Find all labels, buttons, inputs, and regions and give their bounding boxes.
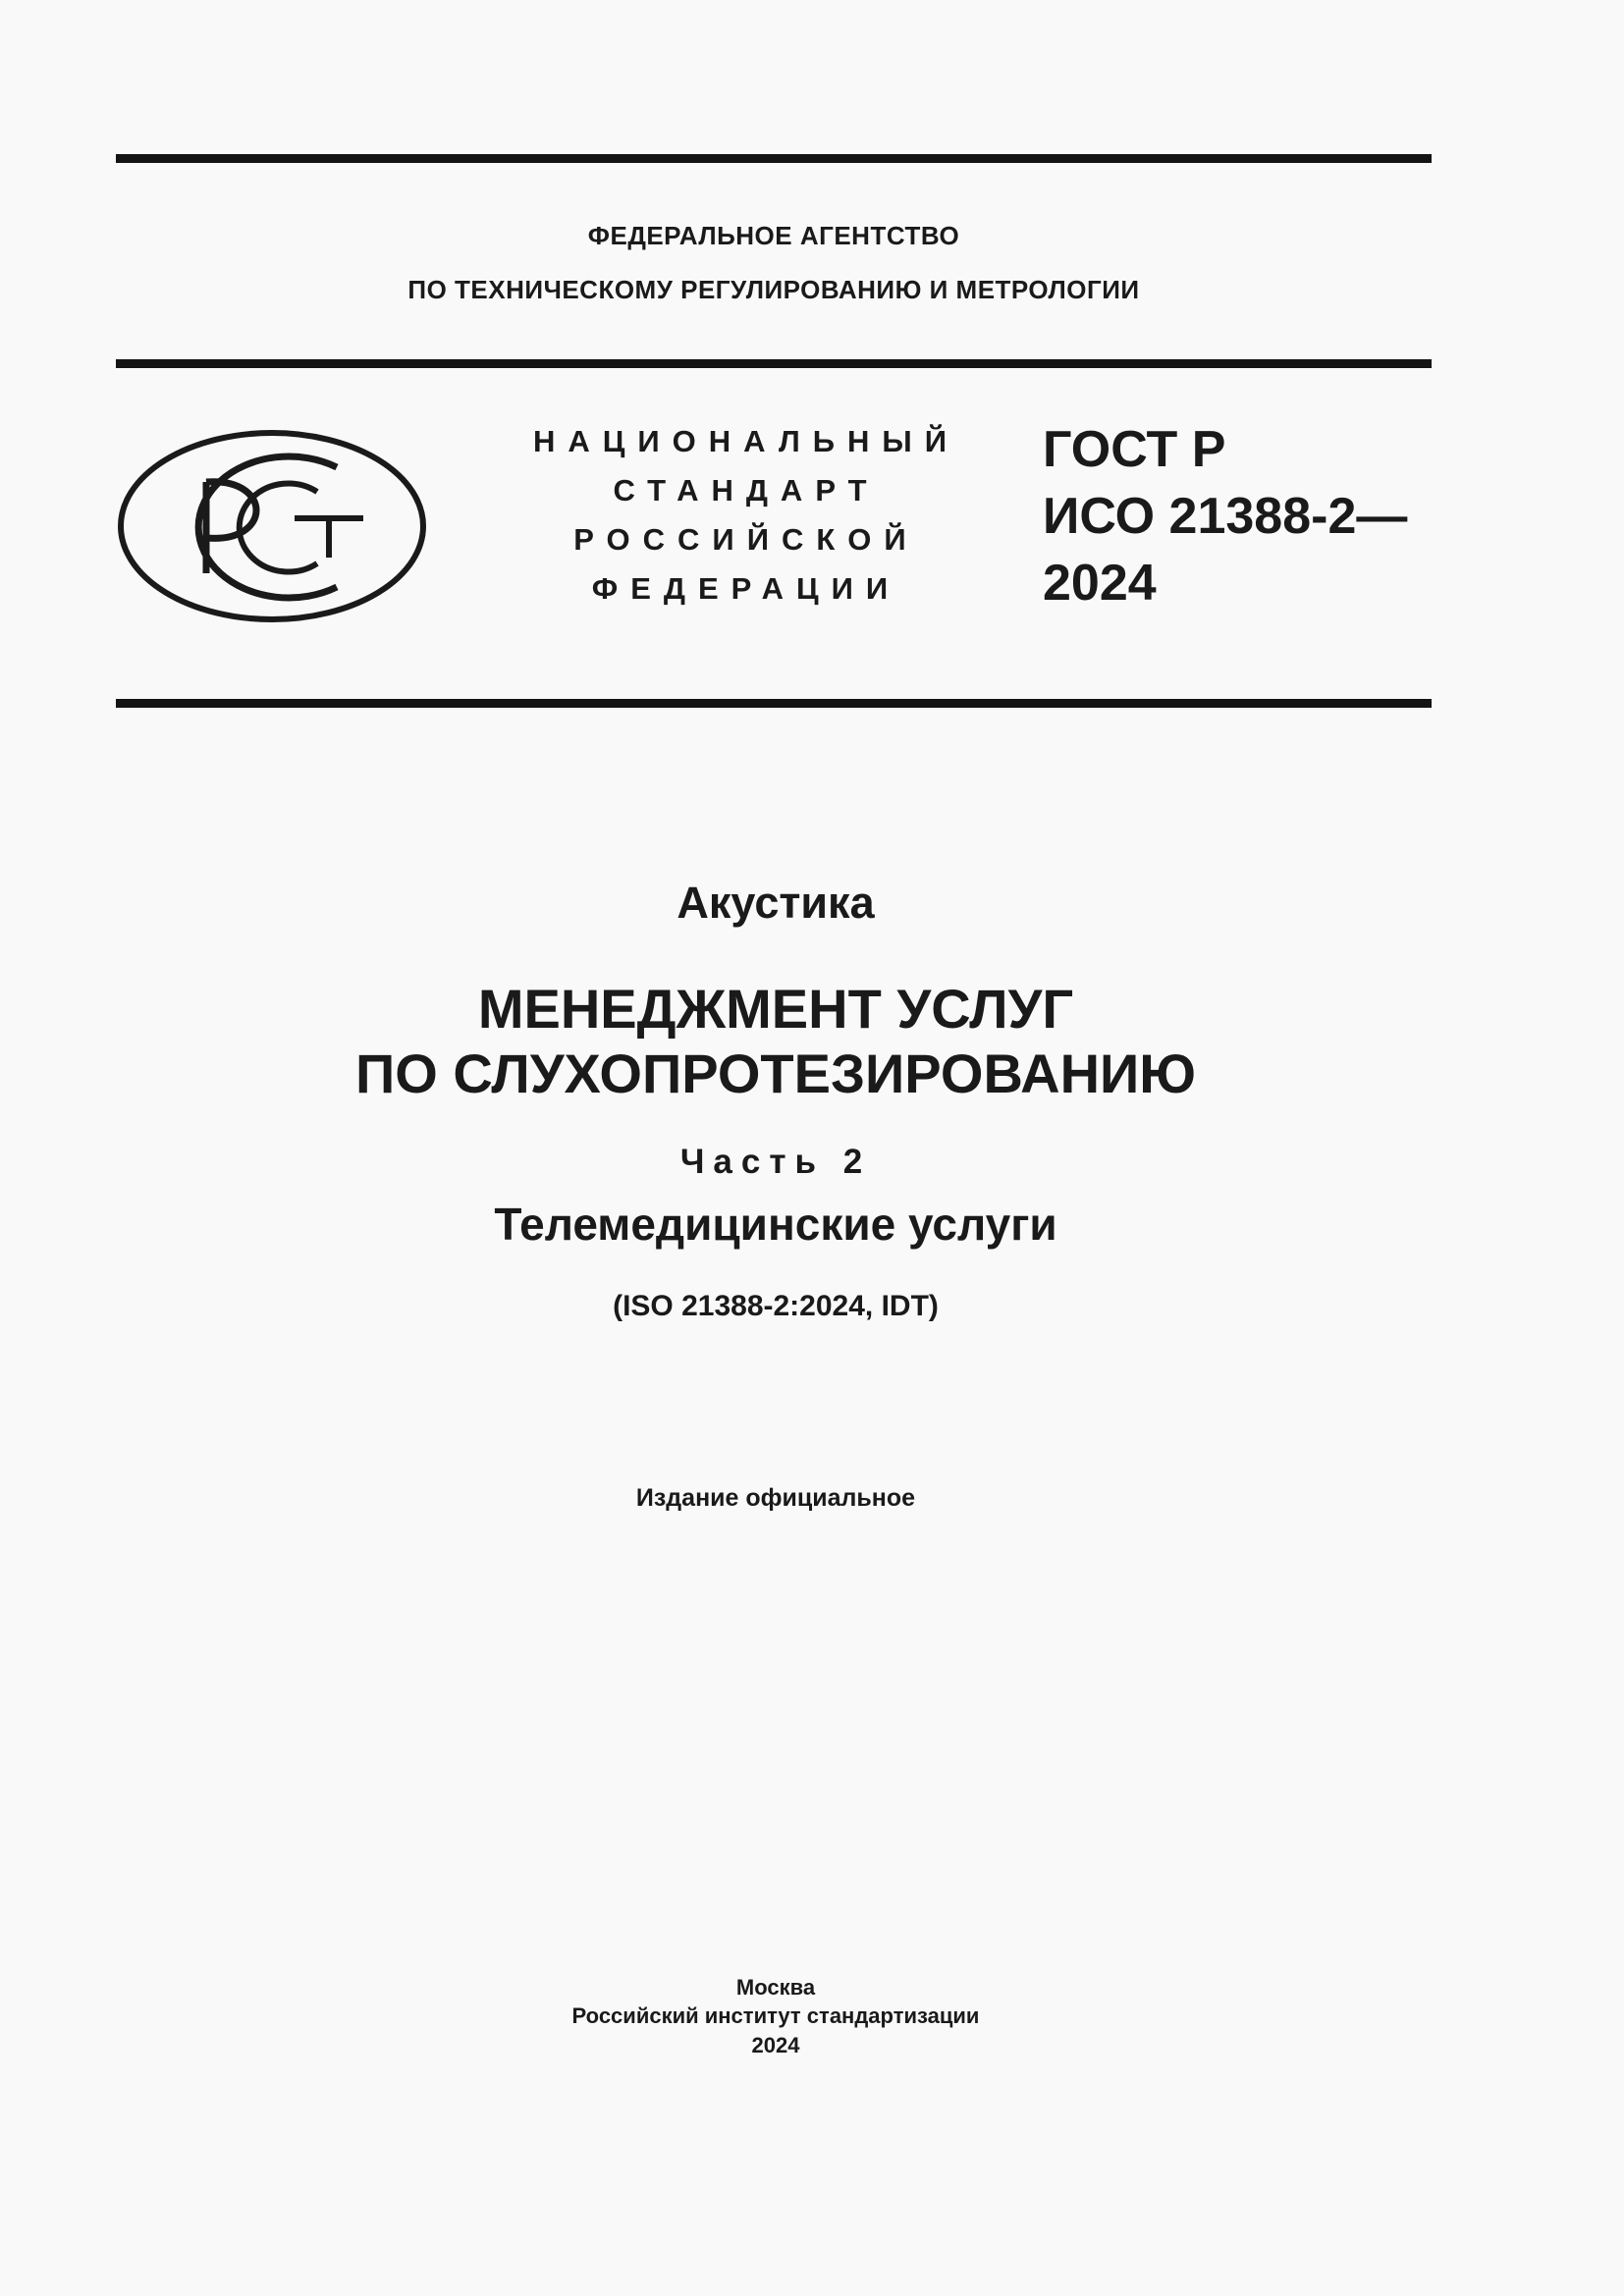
subtitle: Телемедицинские услуги: [494, 1199, 1057, 1250]
main-title-line-1: МЕНЕДЖМЕНТ УСЛУГ: [477, 978, 1074, 1040]
footer-publisher: Российский институт стандартизации: [571, 2003, 980, 2028]
agency-line-1: ФЕДЕРАЛЬНОЕ АГЕНТСТВО: [587, 221, 960, 250]
header-bottom-rule: [116, 699, 1432, 708]
edition-label: Издание официальное: [635, 1484, 916, 1512]
national-standard-line-3: РОССИЙСКОЙ: [573, 522, 919, 557]
designation-line-2: ИСО 21388-2—: [1043, 488, 1408, 545]
top-rule: [116, 154, 1432, 163]
agency-line-2: ПО ТЕХНИЧЕСКОМУ РЕГУЛИРОВАНИЮ И МЕТРОЛОГИИ: [407, 275, 1140, 304]
national-standard-line-1: НАЦИОНАЛЬНЫЙ: [532, 424, 960, 458]
national-standard-line-4: ФЕДЕРАЦИИ: [591, 571, 901, 606]
main-title: [0, 977, 1551, 1106]
designation-line-3: 2024: [1043, 555, 1157, 612]
footer-city: Москва: [735, 1975, 816, 2000]
rst-emblem-icon: [116, 428, 428, 624]
designation-line-1: ГОСТ Р: [1043, 421, 1226, 478]
iso-reference: (ISO 21388-2:2024, IDT): [613, 1290, 939, 1322]
footer-year: 2024: [751, 2033, 800, 2057]
agency-rule: [116, 359, 1432, 368]
national-standard-line-2: СТАНДАРТ: [613, 473, 880, 507]
field-title: Акустика: [677, 878, 875, 928]
main-title-line-2: ПО СЛУХОПРОТЕЗИРОВАНИЮ: [354, 1042, 1197, 1104]
part-label: Часть 2: [679, 1143, 872, 1181]
